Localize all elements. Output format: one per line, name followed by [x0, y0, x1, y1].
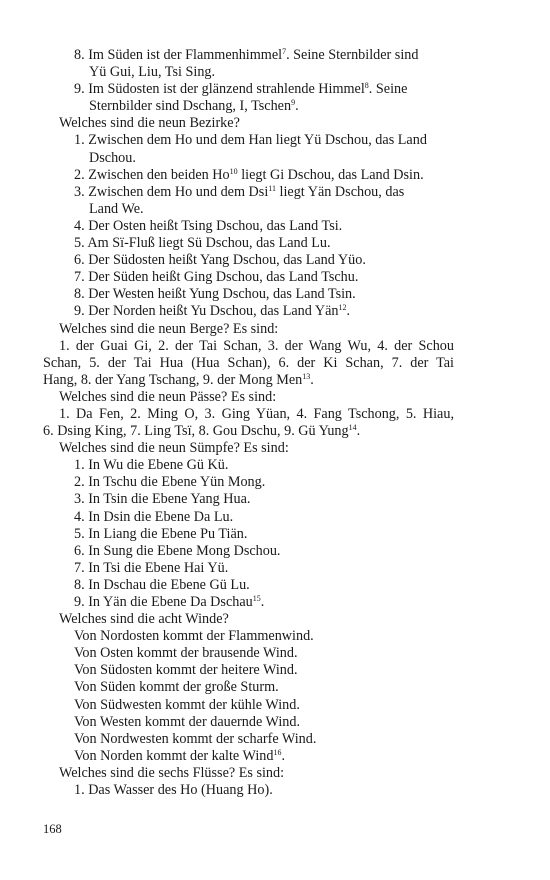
line-text: Dschou.: [89, 149, 136, 166]
line-text: 3. Zwischen dem Ho und dem Dsi: [74, 183, 269, 200]
text-line: [43, 662, 454, 679]
line-text-after-note: liegt Yän Dschou, das: [275, 183, 405, 200]
line-text: 6. In Sung die Ebene Mong Dschou.: [74, 542, 281, 559]
line-text: 8. Der Westen heißt Yung Dschou, das Land Tsin.: [74, 286, 356, 303]
line-text: Von Nordwesten kommt der scharfe Wind.: [74, 730, 317, 747]
line-text: Von Nordosten kommt der Flammenwind.: [74, 628, 314, 645]
text-line: [43, 389, 454, 406]
footnote-marker: 14: [348, 423, 357, 433]
line-text-after-note: .: [346, 303, 351, 320]
text-line: [43, 731, 454, 748]
line-text: 7. In Tsi die Ebene Hai Yü.: [74, 559, 229, 576]
text-line: [43, 491, 454, 508]
line-text: Welches sind die acht Winde?: [59, 611, 229, 628]
text-line: [43, 218, 454, 235]
text-line: [43, 423, 454, 440]
text-line: [43, 509, 454, 526]
text-line: [43, 235, 454, 252]
line-text-after-note: .: [356, 423, 361, 440]
text-line: [43, 81, 454, 98]
text-line: [43, 167, 454, 184]
text-line: [43, 440, 454, 457]
page-number: 168: [43, 822, 62, 836]
text-line: [43, 679, 454, 696]
footnote-marker: 7: [282, 47, 287, 56]
text-line: [43, 115, 454, 132]
text-line: [43, 47, 454, 64]
text-line: [43, 526, 454, 543]
line-text: 4. Der Osten heißt Tsing Dschou, das Land Tsi.: [74, 217, 343, 234]
text-line: [43, 697, 454, 714]
footnote-marker: 9: [291, 98, 296, 108]
line-text: Von Süden kommt der große Sturm.: [74, 679, 279, 696]
text-line: [43, 765, 454, 782]
text-line: [43, 560, 454, 577]
text-line: [43, 406, 454, 423]
footnote-marker: 11: [268, 183, 276, 193]
line-text: 1. Da Fen, 2. Ming O, 3. Ging Yüan, 4. Fang Tschong, 5. Hiau,: [59, 405, 454, 422]
line-text: Welches sind die neun Berge? Es sind:: [59, 320, 279, 337]
footnote-marker: 15: [252, 594, 261, 603]
footnote-marker: 16: [273, 747, 282, 757]
line-text: Land We.: [89, 200, 144, 217]
line-text: Von Südwesten kommt der kühle Wind.: [74, 696, 300, 713]
line-text: 9. In Yän die Ebene Da Dschau: [74, 594, 253, 610]
text-line: [43, 184, 454, 201]
text-line: [43, 782, 454, 799]
line-text: 3. In Tsin die Ebene Yang Hua.: [74, 491, 251, 508]
text-line: [43, 474, 454, 491]
line-text: Welches sind die neun Pässe? Es sind:: [59, 388, 277, 405]
line-text: Von Westen kommt der dauernde Wind.: [74, 713, 301, 730]
text-line: [43, 98, 454, 115]
text-line: [43, 543, 454, 560]
text-line: [43, 338, 454, 355]
line-text-after-note: .: [281, 747, 286, 764]
text-line: [43, 269, 454, 286]
text-line: [43, 628, 454, 645]
line-text: 2. In Tschu die Ebene Yün Mong.: [74, 474, 266, 491]
line-text-after-note: .: [295, 98, 299, 115]
line-text-after-note: . Seine Sternbilder sind: [286, 47, 419, 63]
line-text: Welches sind die neun Bezirke?: [59, 115, 240, 132]
text-line: [43, 355, 454, 372]
line-text: 1. Das Wasser des Ho (Huang Ho).: [74, 782, 273, 799]
line-text: Von Osten kommt der brausende Wind.: [74, 645, 298, 662]
text-line: [43, 286, 454, 303]
line-text: Schan, 5. der Tai Hua (Hua Schan), 6. der Ki Schan, 7. der Tai: [43, 354, 454, 371]
text-line: [43, 201, 454, 218]
line-text: Welches sind die sechs Flüsse? Es sind:: [59, 764, 285, 781]
text-line: [43, 748, 454, 765]
line-text-after-note: .: [310, 371, 314, 388]
line-text: 9. Im Südosten ist der glänzend strahlende Himmel: [74, 81, 365, 98]
line-text: Von Norden kommt der kalte Wind: [74, 747, 274, 764]
footnote-marker: 10: [229, 166, 238, 176]
line-text: 9. Der Norden heißt Yu Dschou, das Land Yän: [74, 303, 339, 320]
text-line: [43, 577, 454, 594]
line-text: Hang, 8. der Yang Tschang, 9. der Mong Men: [43, 371, 303, 388]
line-text: 7. Der Süden heißt Ging Dschou, das Land Tschu.: [74, 269, 359, 286]
line-text-after-note: .: [260, 594, 265, 610]
text-line: [43, 594, 454, 611]
text-line: [43, 64, 454, 81]
text-line: [43, 252, 454, 269]
line-text-after-note: . Seine: [368, 81, 408, 98]
text-line: [43, 150, 454, 167]
text-line: [43, 372, 454, 389]
line-text: 6. Dsing King, 7. Ling Tsï, 8. Gou Dschu, 9. Gü Yung: [43, 423, 349, 440]
line-text: Von Südosten kommt der heitere Wind.: [74, 662, 298, 679]
footnote-marker: 13: [302, 371, 311, 381]
line-text: Sternbilder sind Dschang, I, Tschen: [89, 98, 292, 115]
line-text: 2. Zwischen den beiden Ho: [74, 166, 230, 183]
line-text: 6. Der Südosten heißt Yang Dschou, das Land Yüo.: [74, 252, 366, 269]
line-text: Welches sind die neun Sümpfe? Es sind:: [59, 440, 289, 457]
line-text: 8. Im Süden ist der Flammenhimmel: [74, 47, 283, 63]
line-text: 1. In Wu die Ebene Gü Kü.: [74, 457, 229, 474]
footnote-marker: 12: [338, 303, 347, 313]
line-text: 5. In Liang die Ebene Pu Tiän.: [74, 525, 248, 542]
text-line: [43, 457, 454, 474]
line-text: 5. Am Sï-Fluß liegt Sü Dschou, das Land Lu.: [74, 235, 331, 252]
text-line: [43, 303, 454, 320]
line-text-after-note: liegt Gi Dschou, das Land Dsin.: [237, 166, 424, 183]
text-line: [43, 714, 454, 731]
text-line: [43, 645, 454, 662]
line-text: 1. der Guai Gi, 2. der Tai Schan, 3. der Wang Wu, 4. der Schou: [59, 337, 454, 354]
text-line: [43, 132, 454, 149]
line-text: Yü Gui, Liu, Tsi Sing.: [89, 64, 216, 81]
footnote-marker: 8: [364, 81, 369, 91]
text-line: [43, 321, 454, 338]
line-text: 1. Zwischen dem Ho und dem Han liegt Yü Dschou, das Land: [74, 132, 427, 149]
text-line: [43, 611, 454, 628]
line-text: 8. In Dschau die Ebene Gü Lu.: [74, 576, 250, 593]
line-text: 4. In Dsin die Ebene Da Lu.: [74, 508, 234, 525]
body-text: [43, 47, 454, 799]
